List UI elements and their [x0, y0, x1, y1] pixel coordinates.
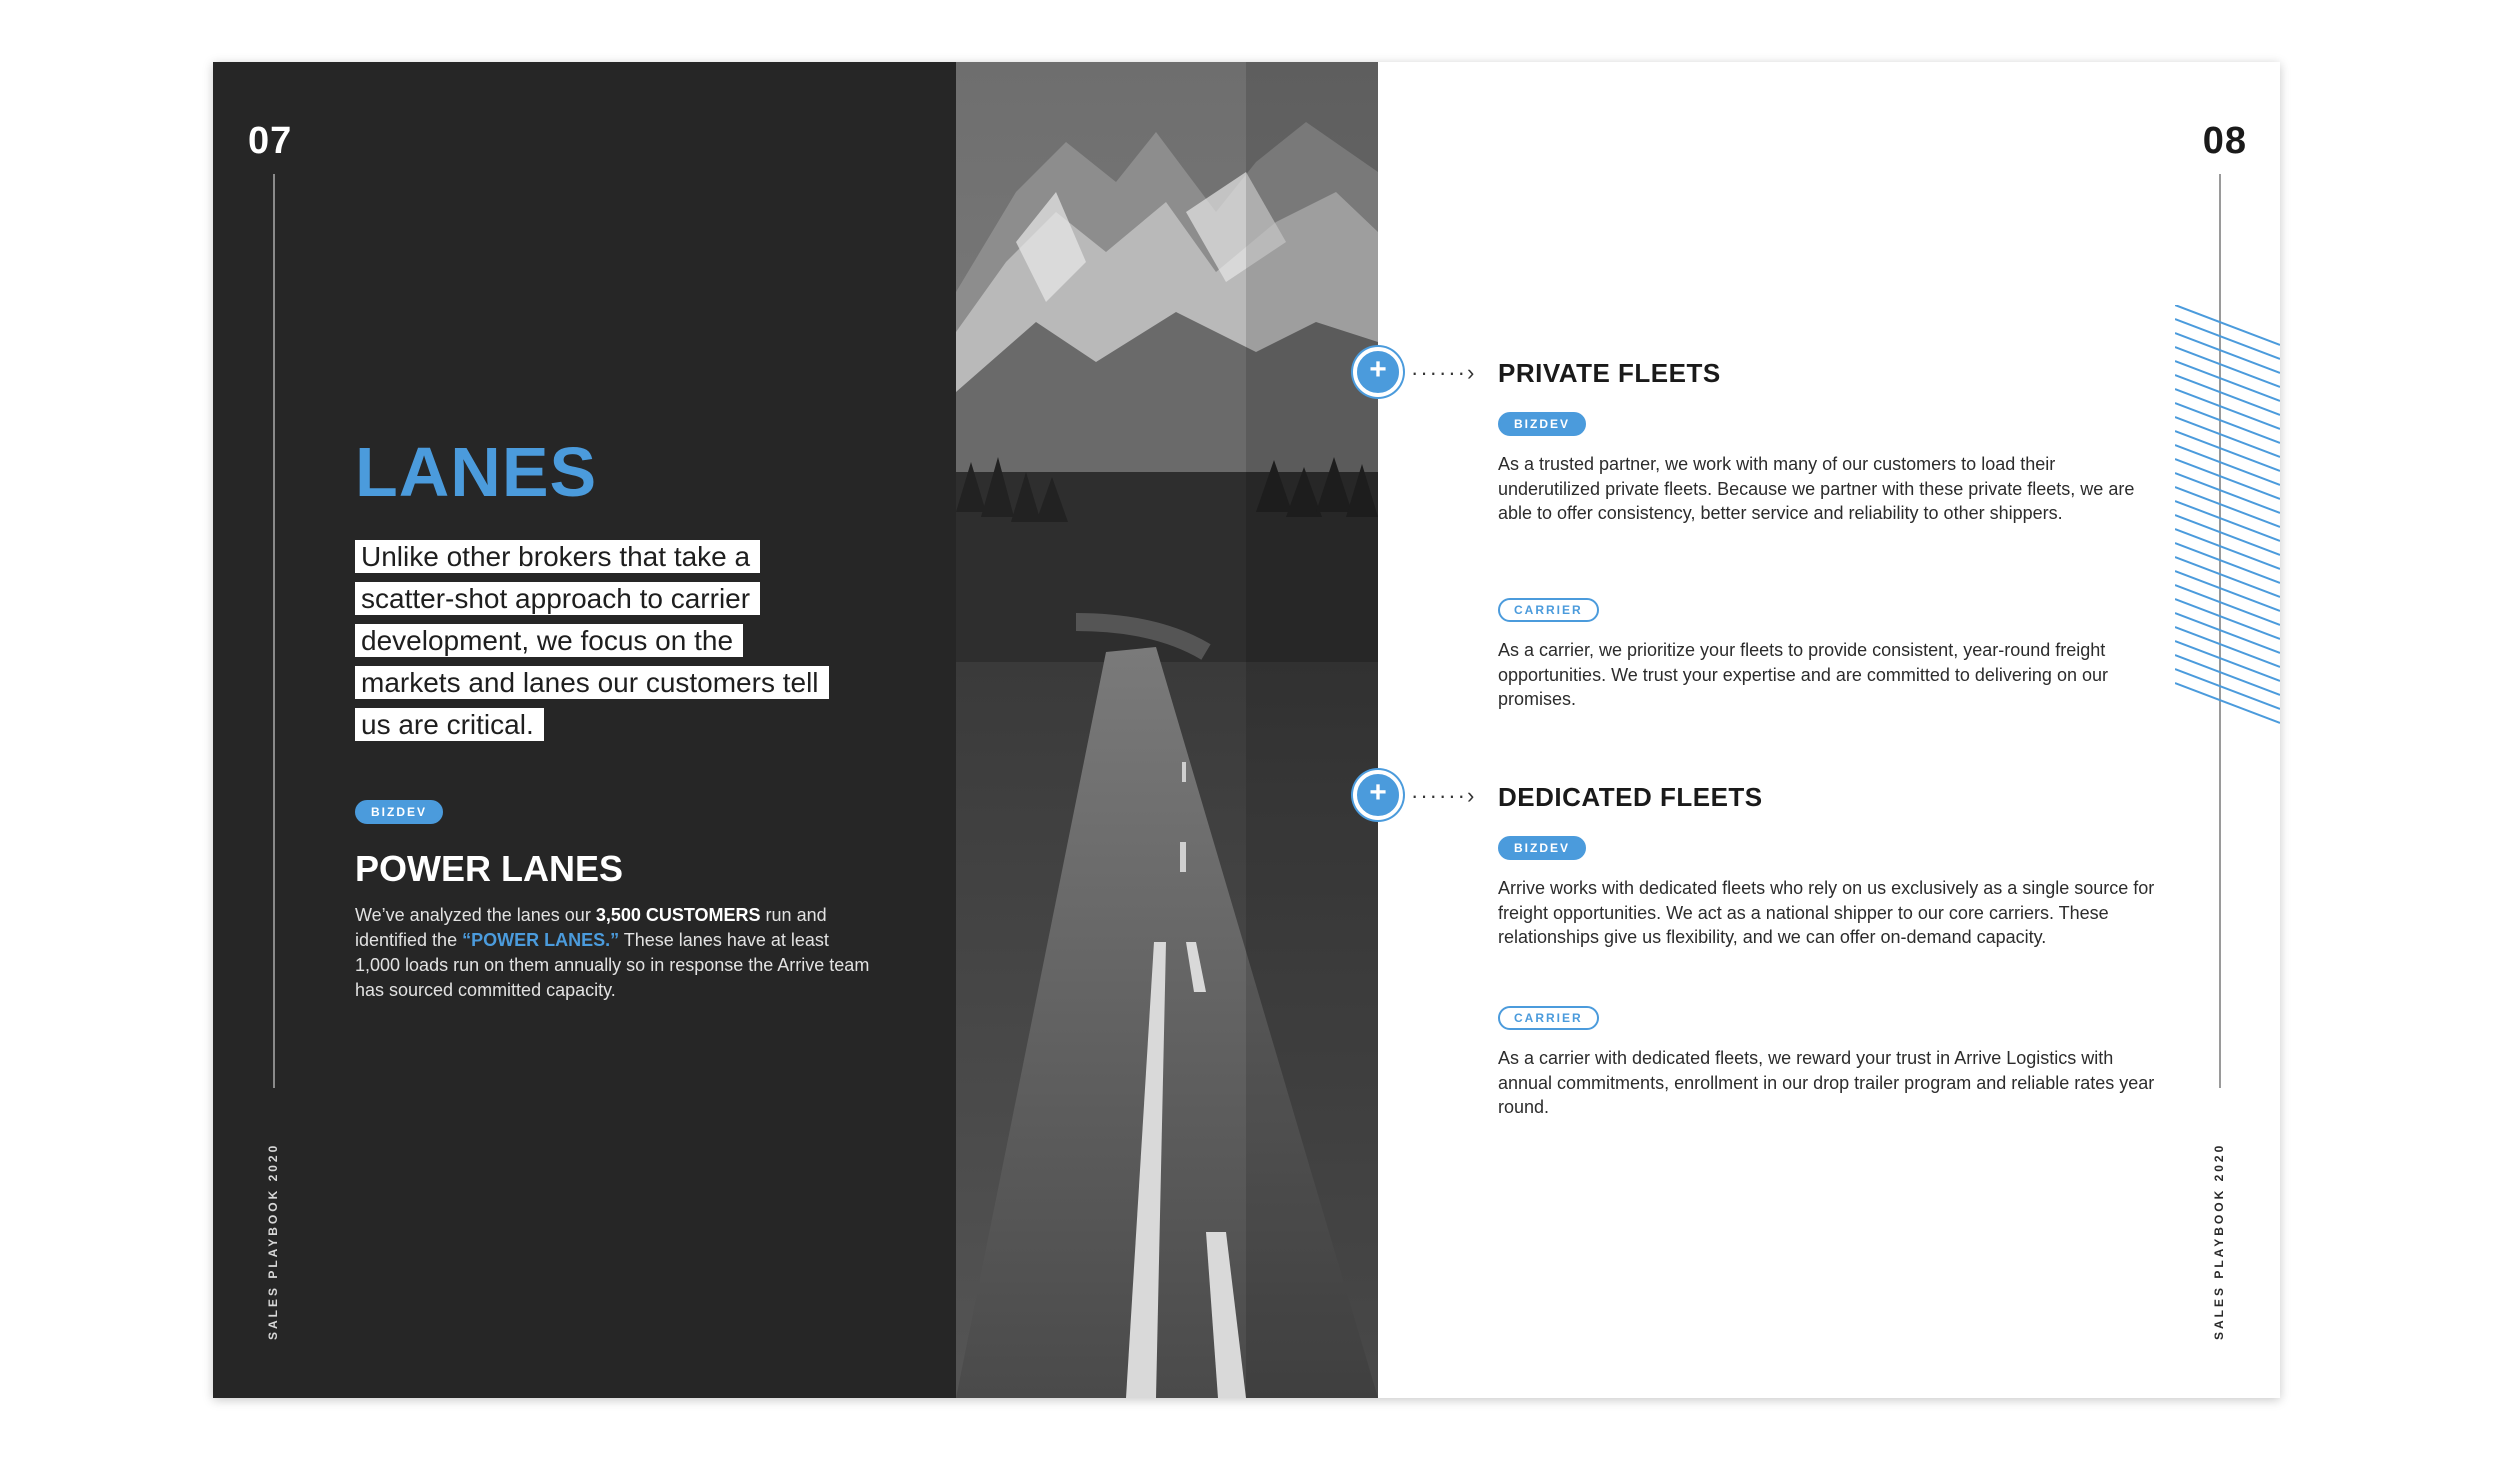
power-body-bold: 3,500 CUSTOMERS	[595, 905, 761, 925]
power-body-text: run and identified the	[355, 905, 827, 950]
dedicated-fleets-carrier-text: As a carrier with dedicated fleets, we reward your trust in Arrive Logistics with annual commitments, enrollment in our drop trailer program and reliable rates year round.	[1498, 1048, 2155, 1117]
carrier-tag: CARRIER	[1498, 598, 1599, 622]
right-page-number: 08	[2202, 120, 2247, 162]
intro-line: us are critical.	[355, 708, 544, 741]
left-footer-label: SALES PLAYBOOK 2020	[266, 1142, 280, 1340]
power-body-text: These lanes have at least 1,000 loads run on them annually so in response the Arrive team has sourced committed capacity.	[355, 930, 870, 1000]
power-body-highlight: “POWER LANES.”	[462, 930, 620, 950]
private-fleets-bizdev	[1498, 412, 2158, 526]
intro-quote	[355, 540, 905, 750]
dedicated-fleets-bizdev-text: Arrive works with dedicated fleets who rely on us exclusively as a single source for freight opportunities. We act as a national shipper to our core carriers. These relationships give us flexibility, and we can offer on-demand capacity.	[1498, 878, 2155, 947]
left-vertical-rule	[273, 174, 275, 1088]
dedicated-fleets-bizdev	[1498, 836, 2158, 950]
page-title: LANES	[355, 433, 598, 511]
bizdev-tag: BIZDEV	[1498, 836, 1586, 860]
private-fleets-carrier	[1498, 598, 2158, 712]
left-page	[213, 62, 956, 1398]
dotted-arrow-icon: ······›	[1411, 783, 1477, 808]
intro-line: Unlike other brokers that take a	[355, 540, 760, 573]
dedicated-fleets-carrier	[1498, 1006, 2158, 1120]
private-fleets-bizdev-text: As a trusted partner, we work with many of our customers to load their underutilized private fleets. Because we partner with these private fleets, we are able to offer consistency, better service and reliability to other shippers.	[1498, 454, 2135, 523]
dotted-arrow-icon: ······›	[1411, 360, 1477, 385]
bizdev-tag: BIZDEV	[355, 800, 443, 824]
power-lanes-body	[355, 903, 875, 1003]
dedicated-fleets-title: DEDICATED FLEETS	[1498, 782, 1763, 812]
left-page-number: 07	[248, 120, 293, 162]
plus-icon[interactable]: +	[1353, 347, 1403, 397]
intro-line: scatter-shot approach to carrier	[355, 582, 760, 615]
private-fleets-title: PRIVATE FLEETS	[1498, 358, 1721, 388]
intro-line: markets and lanes our customers tell	[355, 666, 829, 699]
right-footer-label: SALES PLAYBOOK 2020	[2212, 1142, 2226, 1340]
decorative-stripes	[2175, 305, 2280, 730]
carrier-tag: CARRIER	[1498, 1006, 1599, 1030]
private-fleets-carrier-text: As a carrier, we prioritize your fleets to provide consistent, year-round freight opportunities. We trust your expertise and are committed to delivering on our promises.	[1498, 640, 2108, 709]
bizdev-tag: BIZDEV	[1498, 412, 1586, 436]
right-page	[1369, 62, 2280, 1398]
playbook-spread	[213, 62, 2280, 1398]
intro-line: development, we focus on the	[355, 624, 743, 657]
power-lanes-title: POWER LANES	[355, 848, 624, 889]
plus-icon[interactable]: +	[1353, 770, 1403, 820]
mountain-road-photo	[956, 62, 1378, 1398]
power-body-text: We’ve analyzed the lanes our	[355, 905, 596, 925]
